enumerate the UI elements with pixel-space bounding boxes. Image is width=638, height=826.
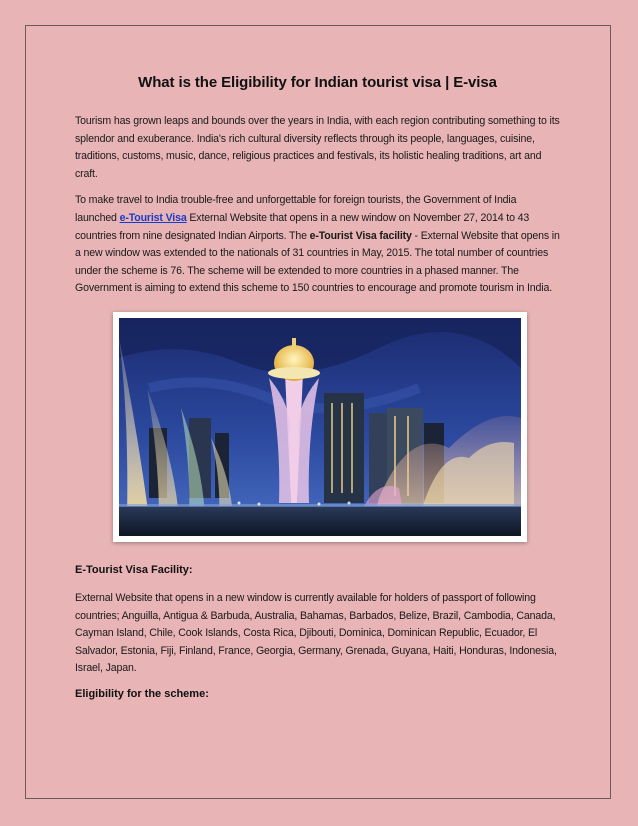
launch-text-2: External Website that opens in a new window on November 27, 2014 to 43 countries from nine designated Indian Airports. The [75,211,530,242]
launch-text-3: - External Website that opens in a new window was extended to the nationals of 31 countries in May, 2015. The total number of countries under the scheme is 76. The scheme will be extended to more countries in a phased manner. The Government is aiming to extend this scheme to 150 countries to encourage and promote tourism in India. [75,229,560,295]
plaza [119,506,521,536]
city-night-photo [119,318,521,536]
facility-heading: E-Tourist Visa Facility: [75,563,193,576]
e-tourist-visa-link[interactable]: e-Tourist Visa [119,211,187,224]
facility-paragraph: External Website that opens in a new window is currently available for holders of passport of following countries; Anguilla, Antigua & Barbuda, Australia, Bahamas, Barbados, Belize, Brazil, Cambodia, Canada, Cayman Island, Chile, Cook Islands, Costa Rica, Djibouti, Dominica, Dominican Republic, Ecuador, El Salvador, Estonia, Fiji, Finland, France, Georgia, Germany, Grenada, Guyana, Haiti, Honduras, Indonesia, Israel, Japan. [75,591,557,675]
page-title: What is the Eligibility for Indian tourist visa | E-visa [138,74,497,91]
launch-text-1: To make travel to India trouble-free and unforgettable for foreign tourists, the Government of India launched [75,194,517,224]
e-tourist-visa-facility-bold: e-Tourist Visa facility [309,229,412,242]
city-photo-frame [113,312,527,542]
intro-paragraph: Tourism has grown leaps and bounds over the years in India, with each region contributing something to its splendor and exuberance. India's rich cultural diversity reflects through its people, languages, cuisine, traditions, customs, music, dance, religious practices and festivals, its holistic healing traditions, art and craft. [75,115,560,180]
document-content [75,74,560,714]
eligibility-heading: Eligibility for the scheme: [75,687,209,700]
launch-paragraph [75,192,560,298]
